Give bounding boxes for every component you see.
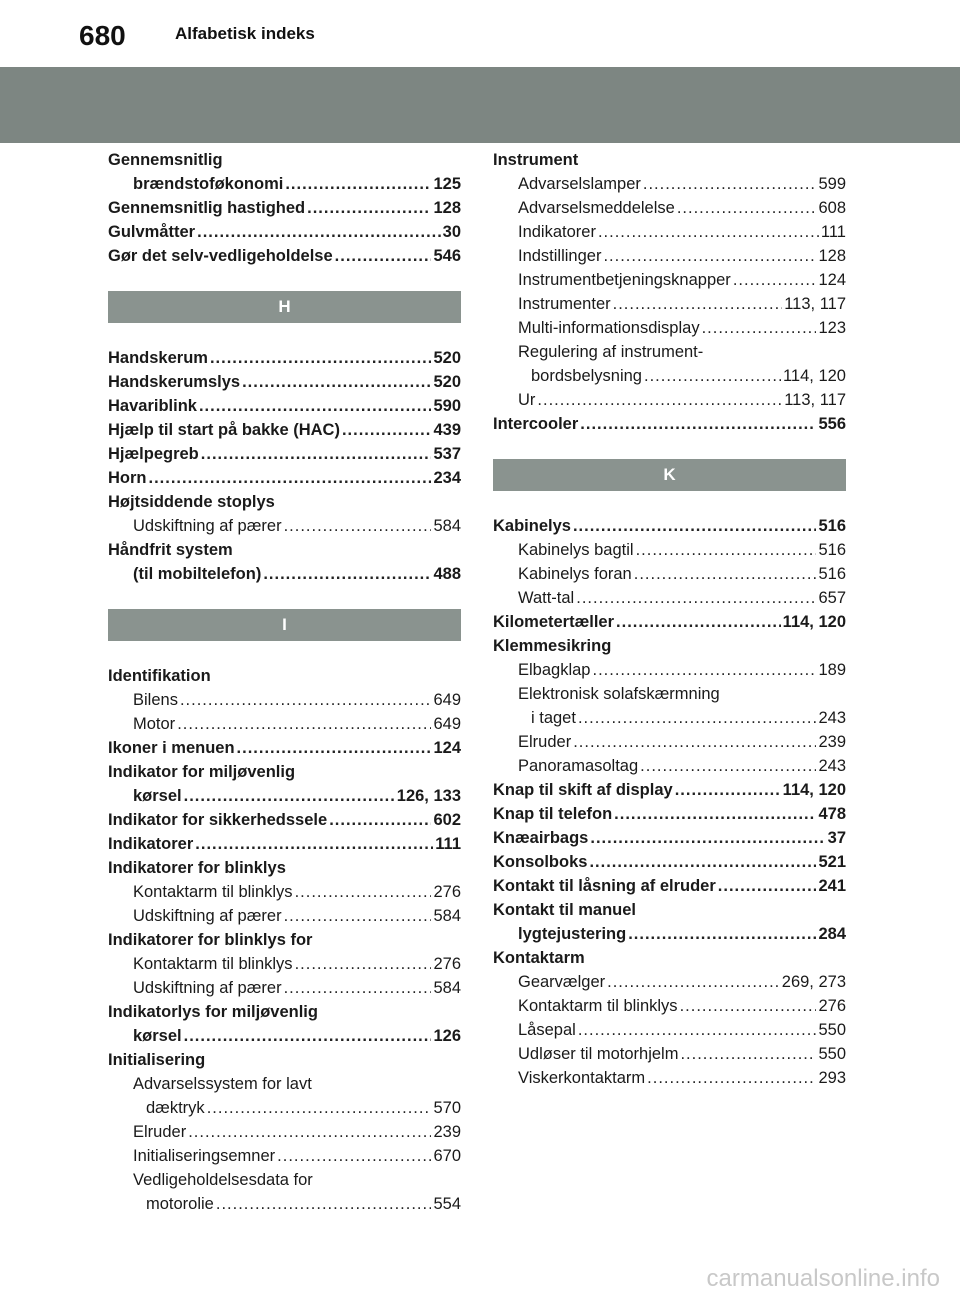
index-entry <box>108 1120 461 1144</box>
dot-leader <box>199 394 432 418</box>
dot-leader <box>578 706 817 730</box>
index-entry <box>108 1000 461 1024</box>
index-entry <box>108 370 461 394</box>
index-entry-term: Advarselslamper <box>518 175 641 193</box>
index-entry <box>108 736 461 760</box>
index-entry-term: Elektronisk solafskærmning <box>518 685 720 703</box>
index-entry-page[interactable]: 126 <box>433 1027 461 1045</box>
index-entry-term: Kontaktarm til blinklys <box>133 955 293 973</box>
index-column-right <box>493 148 846 1090</box>
index-entry <box>493 970 846 994</box>
index-entry-term: Intercooler <box>493 415 579 433</box>
index-entry <box>493 826 846 850</box>
index-entry-term: Identifikation <box>108 667 211 685</box>
index-entry-term: Udskiftning af pærer <box>133 979 282 997</box>
dot-leader <box>680 994 817 1018</box>
index-entry-term: Knap til telefon <box>493 805 613 823</box>
index-entry <box>493 388 846 412</box>
dot-leader <box>537 388 782 412</box>
index-entry-term: Elbagklap <box>518 661 591 679</box>
dot-leader <box>634 562 817 586</box>
index-entry <box>108 418 461 442</box>
dot-leader <box>613 292 783 316</box>
index-entry <box>108 442 461 466</box>
index-entry-page[interactable]: 570 <box>433 1099 461 1117</box>
index-entry <box>108 394 461 418</box>
dot-leader <box>603 244 816 268</box>
index-entry-term: Multi-informationsdisplay <box>518 319 700 337</box>
dot-leader <box>675 778 781 802</box>
dot-leader <box>702 316 817 340</box>
dot-leader <box>201 442 432 466</box>
index-entry <box>108 1024 461 1048</box>
index-entry <box>108 688 461 712</box>
index-entry-page[interactable]: 554 <box>433 1195 461 1213</box>
index-entry <box>493 538 846 562</box>
index-entry <box>493 610 846 634</box>
index-entry <box>493 148 846 172</box>
index-entry-term: Initialisering <box>108 1051 206 1069</box>
dot-leader <box>284 904 432 928</box>
index-entry-term: Knap til skift af display <box>493 781 673 799</box>
index-entry-page[interactable]: 37 <box>827 829 846 847</box>
index-entry-term: Kontakt til låsning af elruder <box>493 877 716 895</box>
index-entry-page[interactable]: 124 <box>433 739 461 757</box>
index-entry-term: Initialiseringsemner <box>133 1147 276 1165</box>
index-entry-term: i taget <box>531 709 576 727</box>
dot-leader <box>680 1042 816 1066</box>
index-entry <box>493 874 846 898</box>
index-entry-term: Hjælpegreb <box>108 445 199 463</box>
index-entry-term: Indikatorlys for miljøvenlig <box>108 1003 318 1021</box>
index-entry <box>108 808 461 832</box>
index-entry <box>108 904 461 928</box>
index-entry-term: Indikatorer for blinklys for <box>108 931 313 949</box>
page-number: 680 <box>79 20 126 51</box>
index-entry-page[interactable]: 276 <box>818 997 846 1015</box>
index-entry <box>108 712 461 736</box>
dot-leader <box>640 754 816 778</box>
index-entry-term: Advarselssystem for lavt <box>133 1075 312 1093</box>
index-entry-term: dæktryk <box>146 1099 205 1117</box>
index-entry <box>493 1066 846 1090</box>
dot-leader <box>578 1018 817 1042</box>
index-entry-term: Kontaktarm <box>493 949 585 967</box>
index-entry-page[interactable]: 608 <box>818 199 846 217</box>
index-entry <box>108 1144 461 1168</box>
index-entry <box>108 514 461 538</box>
index-entry-page[interactable]: 241 <box>818 877 846 895</box>
index-entry-term: Kontakt til manuel <box>493 901 637 919</box>
index-entry <box>108 664 461 688</box>
dot-leader <box>644 364 781 388</box>
index-entry-term: Kilometertæller <box>493 613 615 631</box>
index-entry <box>493 1018 846 1042</box>
dot-leader <box>237 736 432 760</box>
index-entry <box>108 1096 461 1120</box>
dot-leader <box>576 586 816 610</box>
index-entry-page[interactable]: 239 <box>818 733 846 751</box>
index-entry <box>493 586 846 610</box>
index-entry-page[interactable]: 30 <box>442 223 461 241</box>
index-entry-term: Kabinelys <box>493 517 571 535</box>
index-entry <box>108 1048 461 1072</box>
index-entry-page[interactable]: 124 <box>818 271 846 289</box>
index-entry-term: brændstoføkonomi <box>133 175 284 193</box>
index-entry <box>108 346 461 370</box>
dot-leader <box>295 880 432 904</box>
index-entry-page[interactable]: 114, 120 <box>782 613 846 631</box>
index-entry <box>108 562 461 586</box>
index-entry-page[interactable]: 516 <box>818 565 846 583</box>
index-entry-page[interactable]: 276 <box>433 955 461 973</box>
index-entry-page[interactable]: 584 <box>433 517 461 535</box>
index-entry <box>493 922 846 946</box>
index-entry-page[interactable]: 521 <box>818 853 846 871</box>
index-entry <box>108 1192 461 1216</box>
index-entry <box>108 976 461 1000</box>
index-entry-term: motorolie <box>146 1195 214 1213</box>
index-entry <box>108 244 461 268</box>
index-entry-term: Gulvmåtter <box>108 223 196 241</box>
index-entry-page[interactable]: 584 <box>433 907 461 925</box>
dot-leader <box>733 268 817 292</box>
index-entry-page[interactable]: 599 <box>818 175 846 193</box>
dot-leader <box>616 610 781 634</box>
dot-leader <box>335 244 432 268</box>
index-entry <box>493 658 846 682</box>
index-entry-term: Gearvælger <box>518 973 606 991</box>
index-entry-term: Elruder <box>518 733 572 751</box>
index-entry-page[interactable]: 284 <box>818 925 846 943</box>
index-entry-term: Havariblink <box>108 397 197 415</box>
dot-leader <box>718 874 817 898</box>
index-entry-page[interactable]: 520 <box>433 349 461 367</box>
index-entry-page[interactable]: 584 <box>433 979 461 997</box>
dot-leader <box>207 1096 432 1120</box>
index-entry <box>493 412 846 436</box>
index-entry-page[interactable]: 537 <box>433 445 461 463</box>
index-entry-term: Kontaktarm til blinklys <box>518 997 678 1015</box>
dot-leader <box>295 952 432 976</box>
index-entry <box>108 220 461 244</box>
index-entry-page[interactable]: 520 <box>433 373 461 391</box>
index-entry <box>493 196 846 220</box>
index-entry-term: Advarselsmeddelelse <box>518 199 675 217</box>
index-entry-term: bordsbelysning <box>531 367 642 385</box>
index-entry-page[interactable]: 488 <box>433 565 461 583</box>
index-entry-page[interactable]: 516 <box>818 541 846 559</box>
index-entry-page[interactable]: 439 <box>433 421 461 439</box>
index-entry <box>493 802 846 826</box>
index-entry <box>493 730 846 754</box>
dot-leader <box>284 976 432 1000</box>
index-entry-page[interactable]: 276 <box>433 883 461 901</box>
dot-leader <box>242 370 431 394</box>
dot-leader <box>263 562 431 586</box>
index-entry <box>493 364 846 388</box>
index-entry <box>108 760 461 784</box>
index-entry <box>493 754 846 778</box>
index-entry-term: (til mobiltelefon) <box>133 565 262 583</box>
index-entry-page[interactable]: 243 <box>818 757 846 775</box>
section-header: K <box>493 459 846 491</box>
index-entry-term: Udskiftning af pærer <box>133 517 282 535</box>
dot-leader <box>329 808 431 832</box>
index-entry-page[interactable]: 126, 133 <box>396 787 461 805</box>
index-entry-page[interactable]: 478 <box>818 805 846 823</box>
index-entry-page[interactable]: 269, 273 <box>781 973 846 991</box>
index-entry-page[interactable]: 239 <box>433 1123 461 1141</box>
index-entry-page[interactable]: 128 <box>818 247 846 265</box>
dot-leader <box>197 220 441 244</box>
index-entry-term: Håndfrit system <box>108 541 233 559</box>
index-entry <box>493 778 846 802</box>
index-entry-term: Viskerkontaktarm <box>518 1069 646 1087</box>
index-entry-page[interactable]: 649 <box>433 715 461 733</box>
index-entry <box>108 784 461 808</box>
index-entry-term: Instrumenter <box>518 295 611 313</box>
index-entry <box>108 172 461 196</box>
index-entry-term: Indikatorer for blinklys <box>108 859 286 877</box>
dot-leader <box>210 346 432 370</box>
index-entry-term: Instrumentbetjeningsknapper <box>518 271 731 289</box>
index-entry-term: Handskerum <box>108 349 208 367</box>
dot-leader <box>636 538 817 562</box>
dot-leader <box>188 1120 431 1144</box>
index-entry-term: Indikator for sikkerhedssele <box>108 811 328 829</box>
index-entry-term: Knæairbags <box>493 829 589 847</box>
index-entry <box>493 172 846 196</box>
dot-leader <box>647 1066 816 1090</box>
index-entry <box>493 898 846 922</box>
index-entry-term: kørsel <box>133 787 182 805</box>
index-entry-page[interactable]: 602 <box>433 811 461 829</box>
dot-leader <box>285 172 431 196</box>
index-entry-page[interactable]: 243 <box>818 709 846 727</box>
index-entry-term: Ur <box>518 391 536 409</box>
index-entry-page[interactable]: 111 <box>820 223 846 241</box>
dot-leader <box>677 196 817 220</box>
index-entry-term: Kontaktarm til blinklys <box>133 883 293 901</box>
index-entry <box>108 196 461 220</box>
dot-leader <box>589 850 816 874</box>
index-entry-page[interactable]: 123 <box>818 319 846 337</box>
dot-leader <box>607 970 780 994</box>
index-entry <box>108 832 461 856</box>
index-entry-term: Motor <box>133 715 176 733</box>
index-entry <box>493 850 846 874</box>
index-entry <box>108 928 461 952</box>
index-entry-term: Elruder <box>133 1123 187 1141</box>
index-entry-page[interactable]: 113, 117 <box>784 391 846 409</box>
index-entry-term: Udskiftning af pærer <box>133 907 282 925</box>
index-entry-term: Gør det selv-vedligeholdelse <box>108 247 333 265</box>
index-entry <box>108 538 461 562</box>
dot-leader <box>643 172 817 196</box>
dot-leader <box>590 826 825 850</box>
dot-leader <box>342 418 432 442</box>
dot-leader <box>614 802 816 826</box>
dot-leader <box>573 514 817 538</box>
index-entry <box>493 340 846 364</box>
index-entry <box>493 316 846 340</box>
index-entry-term: Panoramasoltag <box>518 757 639 775</box>
index-entry-term: Vedligeholdelsesdata for <box>133 1171 313 1189</box>
index-entry <box>108 952 461 976</box>
dot-leader <box>592 658 816 682</box>
index-entry-term: Klemmesikring <box>493 637 612 655</box>
dot-leader <box>195 832 433 856</box>
index-entry <box>493 946 846 970</box>
index-column-left <box>108 148 461 1216</box>
index-entry <box>108 880 461 904</box>
page-number-badge <box>0 12 160 56</box>
index-entry <box>493 634 846 658</box>
index-entry <box>493 220 846 244</box>
index-entry-term: Horn <box>108 469 147 487</box>
dot-leader <box>277 1144 431 1168</box>
index-entry <box>493 1042 846 1066</box>
index-entry-term: Indikatorer <box>108 835 194 853</box>
index-entry-term: Konsolboks <box>493 853 588 871</box>
index-entry <box>108 856 461 880</box>
index-entry-term: kørsel <box>133 1027 182 1045</box>
dot-leader <box>598 220 819 244</box>
index-entry-term: Gennemsnitlig hastighed <box>108 199 306 217</box>
index-entry-page[interactable]: 550 <box>818 1045 846 1063</box>
dot-leader <box>573 730 816 754</box>
header-band <box>0 67 960 143</box>
index-entry-page[interactable]: 128 <box>433 199 461 217</box>
index-entry <box>108 1072 461 1096</box>
index-entry-term: Udløser til motorhjelm <box>518 1045 679 1063</box>
index-entry-page[interactable]: 550 <box>818 1021 846 1039</box>
index-entry-term: Regulering af instrument- <box>518 343 704 361</box>
dot-leader <box>184 784 395 808</box>
index-entry <box>108 148 461 172</box>
index-entry-term: Instrument <box>493 151 579 169</box>
index-entry <box>493 994 846 1018</box>
index-entry <box>493 682 846 706</box>
index-entry-term: Indikatorer <box>518 223 596 241</box>
index-entry-page[interactable]: 114, 120 <box>782 781 846 799</box>
dot-leader <box>149 466 432 490</box>
index-entry-page[interactable]: 649 <box>433 691 461 709</box>
index-entry-term: Gennemsnitlig <box>108 151 223 169</box>
index-entry-page[interactable]: 293 <box>818 1069 846 1087</box>
index-entry-page[interactable]: 114, 120 <box>782 367 846 385</box>
dot-leader <box>580 412 816 436</box>
dot-leader <box>628 922 816 946</box>
index-entry <box>108 490 461 514</box>
index-entry-term: Højtsiddende stoplys <box>108 493 275 511</box>
section-header: I <box>108 609 461 641</box>
index-entry <box>493 706 846 730</box>
index-entry <box>493 292 846 316</box>
index-entry-page[interactable]: 670 <box>433 1147 461 1165</box>
dot-leader <box>284 514 432 538</box>
dot-leader <box>177 712 431 736</box>
index-entry-page[interactable]: 556 <box>818 415 846 433</box>
dot-leader <box>184 1024 432 1048</box>
index-entry <box>108 1168 461 1192</box>
index-entry-term: Indstillinger <box>518 247 602 265</box>
index-entry-page[interactable]: 125 <box>433 175 461 193</box>
dot-leader <box>216 1192 432 1216</box>
page-title: Alfabetisk indeks <box>175 24 315 43</box>
section-header: H <box>108 291 461 323</box>
index-entry-term: Kabinelys bagtil <box>518 541 634 559</box>
index-entry <box>108 466 461 490</box>
index-entry-term: Handskerumslys <box>108 373 241 391</box>
index-entry <box>493 244 846 268</box>
index-entry <box>493 562 846 586</box>
index-entry-page[interactable]: 189 <box>818 661 846 679</box>
index-entry-term: Låsepal <box>518 1021 576 1039</box>
index-entry-term: Bilens <box>133 691 178 709</box>
index-entry-term: Watt-tal <box>518 589 575 607</box>
index-entry-term: Hjælp til start på bakke (HAC) <box>108 421 340 439</box>
index-entry-page[interactable]: 516 <box>818 517 846 535</box>
index-entry <box>493 268 846 292</box>
dot-leader <box>307 196 431 220</box>
index-entry-term: lygtejustering <box>518 925 627 943</box>
index-entry-term: Kabinelys foran <box>518 565 632 583</box>
dot-leader <box>180 688 432 712</box>
index-entry <box>493 514 846 538</box>
index-entry-page[interactable]: 590 <box>433 397 461 415</box>
watermark: carmanualsonline.info <box>706 1265 940 1292</box>
index-entry-term: Ikoner i menuen <box>108 739 235 757</box>
index-entry-page[interactable]: 234 <box>433 469 461 487</box>
index-entry-term: Indikator for miljøvenlig <box>108 763 296 781</box>
index-entry-page[interactable]: 111 <box>435 835 461 853</box>
index-entry-page[interactable]: 657 <box>818 589 846 607</box>
index-entry-page[interactable]: 113, 117 <box>784 295 846 313</box>
index-entry-page[interactable]: 546 <box>433 247 461 265</box>
